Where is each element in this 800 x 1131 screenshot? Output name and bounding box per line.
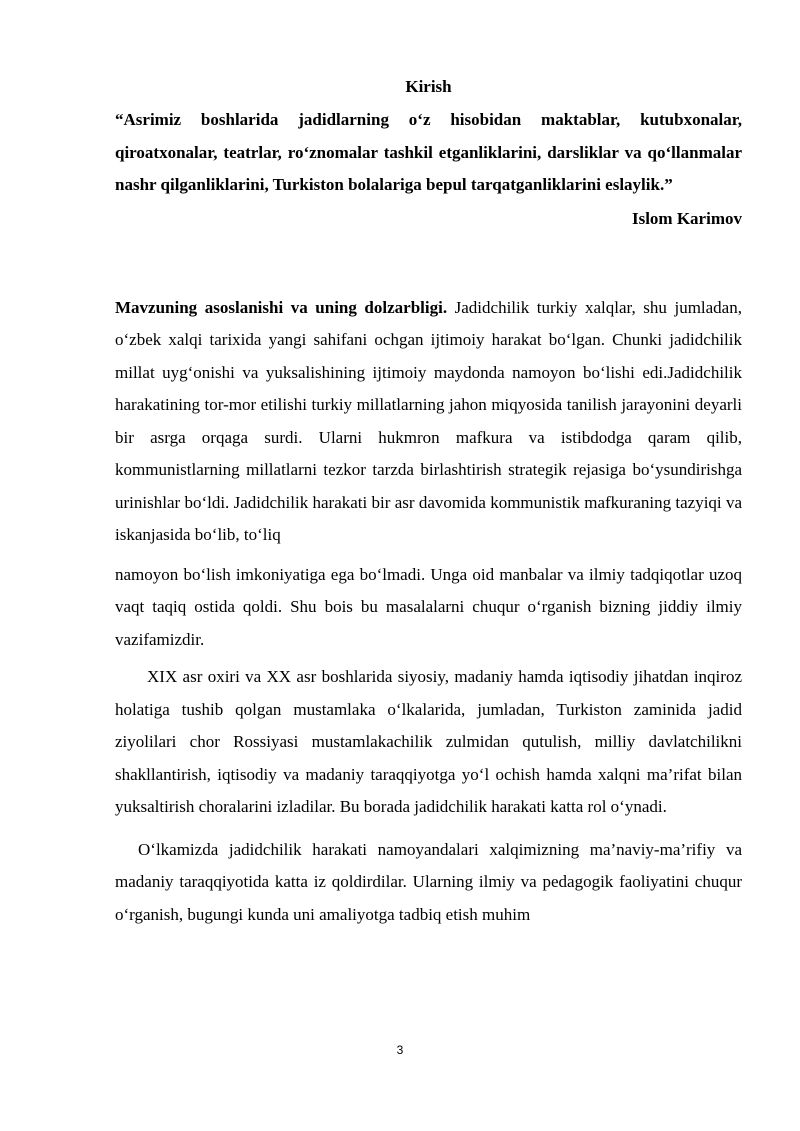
paragraph-lead: Mavzuning asoslanishi va uning dolzarbligi. [115, 297, 448, 317]
epigraph-author: Islom Karimov [631, 208, 742, 228]
page-body [115, 72, 742, 931]
paragraph-relevance-continuation: namoyon bo‘lish imkoniyatiga ega bo‘lmadi. Unga oid manbalar va ilmiy tadqiqotlar uzoq vaqt taqiq ostida qoldi. Shu bois bu masalalarni chuqur o‘rganish bizning jiddiy ilmiy vazifamizdir. [115, 564, 742, 649]
paragraph-legacy: O‘lkamizda jadidchilik harakati namoyandalari xalqimizning ma’naviy-ma’rifiy va madaniy taraqqiyotida katta iz qoldirdilar. Ularning ilmiy va pedagogik faoliyatini chuqur o‘rganish, bugungi kunda uni amaliyotga tadbiq etish muhim [115, 839, 742, 924]
paragraph-relevance [115, 292, 742, 552]
section-heading: Kirish [405, 77, 452, 96]
paragraph-text: Jadidchilik turkiy xalqlar, shu jumladan, o‘zbek xalqi tarixida yangi sahifani ochgan ijtimoiy harakat bo‘lgan. Chunki jadidchilik millat uyg‘onishi va yuksalishining ijtimoiy maydonda namoyon bo‘lishi edi.Jadidchilik harakatining tor-mor etilishi turkiy millatlarning jahon miqyosida tanilish jarayonini deyarli bir asrga orqaga surdi. Ularni hukmron mafkura va istibdodga qaram qilib, kommunistlarning millatlarni tezkor tarzda birlashtirish strategik rejasiga bo‘ysundirishga urinishlar bo‘ldi. Jadidchilik harakati bir asr davomida kommunistik mafkuraning tazyiqi va iskanjasida bo‘lib, to‘liq [115, 297, 742, 544]
epigraph-quote: “Asrimiz boshlarida jadidlarning o‘z hisobidan maktablar, kutubxonalar, qiroatxonalar, teatrlar, ro‘znomalar tashkil etganliklarini, darsliklar va qo‘llanmalar nashr qilganliklarini, Turkiston bolalariga bepul tarqatganliklarini eslaylik.” [115, 110, 742, 194]
paragraph-history: XIX asr oxiri va XX asr boshlarida siyosiy, madaniy hamda iqtisodiy jihatdan inqiroz holatiga tushib qolgan mustamlaka o‘lkalarida, jumladan, Turkiston zaminida jadid ziyolilari chor Rossiyasi mustamlakachilik zulmidan qutulish, milliy davlatchilikni shakllantirish, iqtisodiy va madaniy taraqqiyotga yo‘l ochish hamda xalqni ma’rifat bilan yuksaltirish choralarini izladilar. Bu borada jadidchilik harakati katta rol o‘ynadi. [115, 667, 742, 816]
page-number: 3 [396, 1043, 404, 1057]
